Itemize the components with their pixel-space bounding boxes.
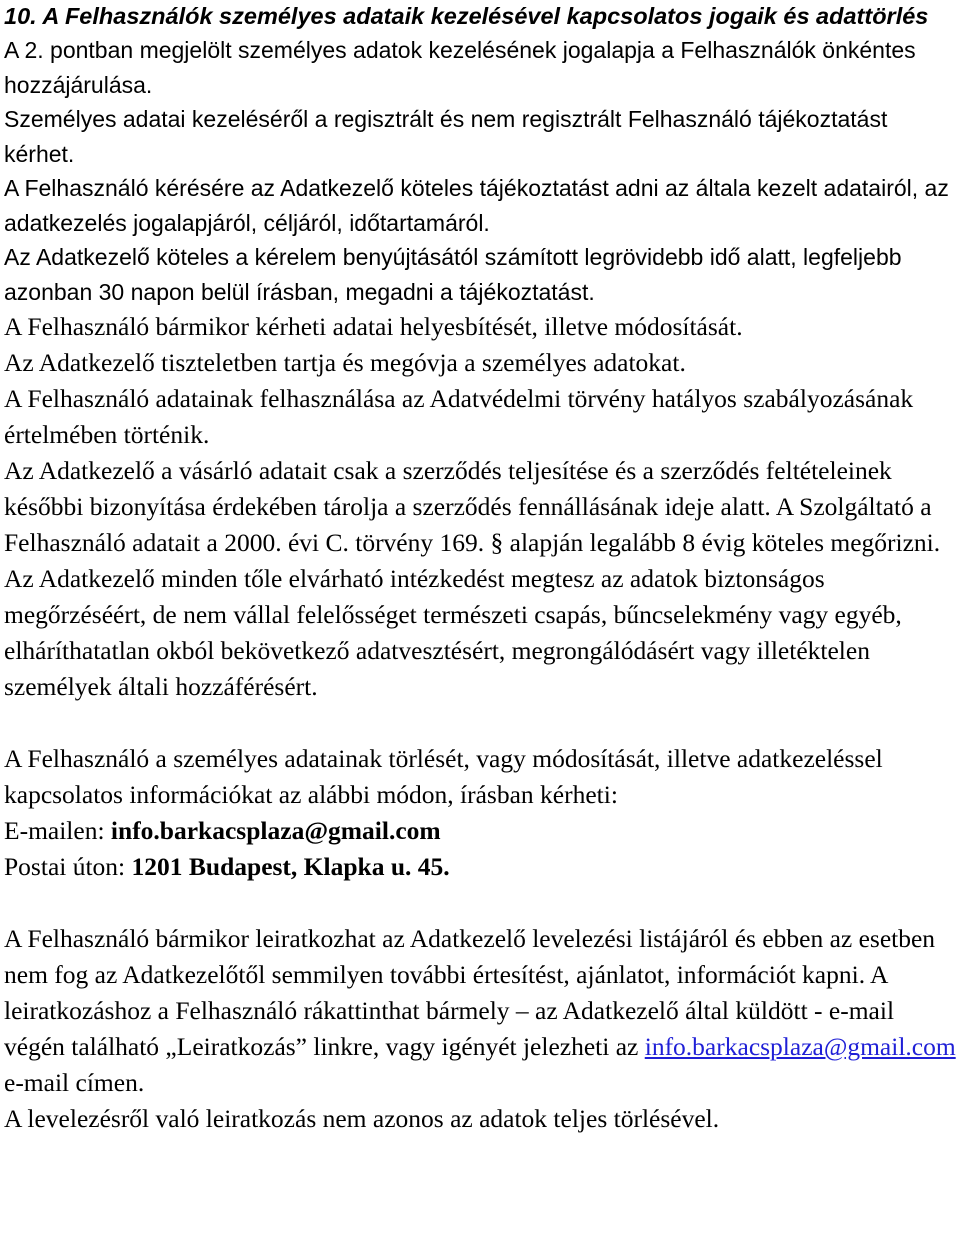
spacer [4,705,956,741]
email-address: info.barkacsplaza@gmail.com [110,816,441,845]
paragraph-info-request: Személyes adatai kezeléséről a regisztrált és nem regisztrált Felhasználó tájékoztatást kérhet. [4,106,888,167]
unsubscribe-text-end: e-mail címen. [4,1068,145,1097]
contact-email-line [4,813,956,849]
serif-text-block [4,309,956,705]
paragraph-unsubscribe [4,921,956,1101]
sans-text-block [4,33,956,309]
section-heading: 10. A Felhasználók személyes adataik kezelésével kapcsolatos jogaik és adattörlés [4,3,929,29]
document-page [4,0,956,1137]
contact-block [4,741,956,885]
paragraph-respect: Az Adatkezelő tiszteletben tartja és megóvja a személyes adatokat. [4,348,686,377]
paragraph-security: Az Adatkezelő minden tőle elvárható intézkedést megtesz az adatok biztonságos megőrzéséért, de nem vállal felelősséget természeti csapás, bűncselekmény vagy egyéb, elháríthatatlan okból bekövetkező adatvesztésért, megrongálódásért vagy illetéktelen személyek általi hozzáférésért. [4,564,902,701]
email-link[interactable]: info.barkacsplaza@gmail.com [644,1032,956,1061]
paragraph-correction: A Felhasználó bármikor kérheti adatai helyesbítését, illetve módosítását. [4,312,743,341]
unsubscribe-text: A Felhasználó bármikor leiratkozhat az Adatkezelő levelezési listájáról és ebben az esetben nem fog az Adatkezelőtől semmilyen további értesítést, ajánlatot, információt kapni. A leiratkozáshoz a Felhasználó rákattinthat bármely – az Adatkezelő által küldött - e-mail végén található „Leiratkozás” linkre, vagy igényét jelezheti az [4,924,936,1061]
spacer [4,885,956,921]
post-label: Postai úton: [4,852,132,881]
post-address: 1201 Budapest, Klapka u. 45. [131,852,450,881]
email-label: E-mailen: [4,816,111,845]
paragraph-storage: Az Adatkezelő a vásárló adatait csak a szerződés teljesítése és a szerződés feltételeinek későbbi bizonyítása érdekében tárolja a szerződés fennállásának ideje alatt. A Szolgáltató a Felhasználó adatait a 2000. évi C. törvény 169. § alapján legalább 8 évig köteles megőrizni. [4,456,941,557]
unsubscribe-block [4,921,956,1137]
paragraph-legal-basis: A 2. pontban megjelölt személyes adatok kezelésének jogalapja a Felhasználók önkéntes hozzájárulása. [4,37,916,98]
paragraph-controller-obligation: A Felhasználó kérésére az Adatkezelő köteles tájékoztatást adni az általa kezelt adatairól, az adatkezelés jogalapjáról, céljáról, időtartamáról. [4,175,949,236]
contact-intro: A Felhasználó a személyes adatainak törlését, vagy módosítását, illetve adatkezeléssel kapcsolatos információkat az alábbi módon, írásban kérheti: [4,744,883,809]
paragraph-deadline: Az Adatkezelő köteles a kérelem benyújtásától számított legrövidebb idő alatt, legfeljebb azonban 30 napon belül írásban, megadni a tájékoztatást. [4,244,902,305]
paragraph-law: A Felhasználó adatainak felhasználása az Adatvédelmi törvény hatályos szabályozásának értelmében történik. [4,384,914,449]
paragraph-final: A levelezésről való leiratkozás nem azonos az adatok teljes törlésével. [4,1104,720,1133]
contact-post-line [4,849,956,885]
